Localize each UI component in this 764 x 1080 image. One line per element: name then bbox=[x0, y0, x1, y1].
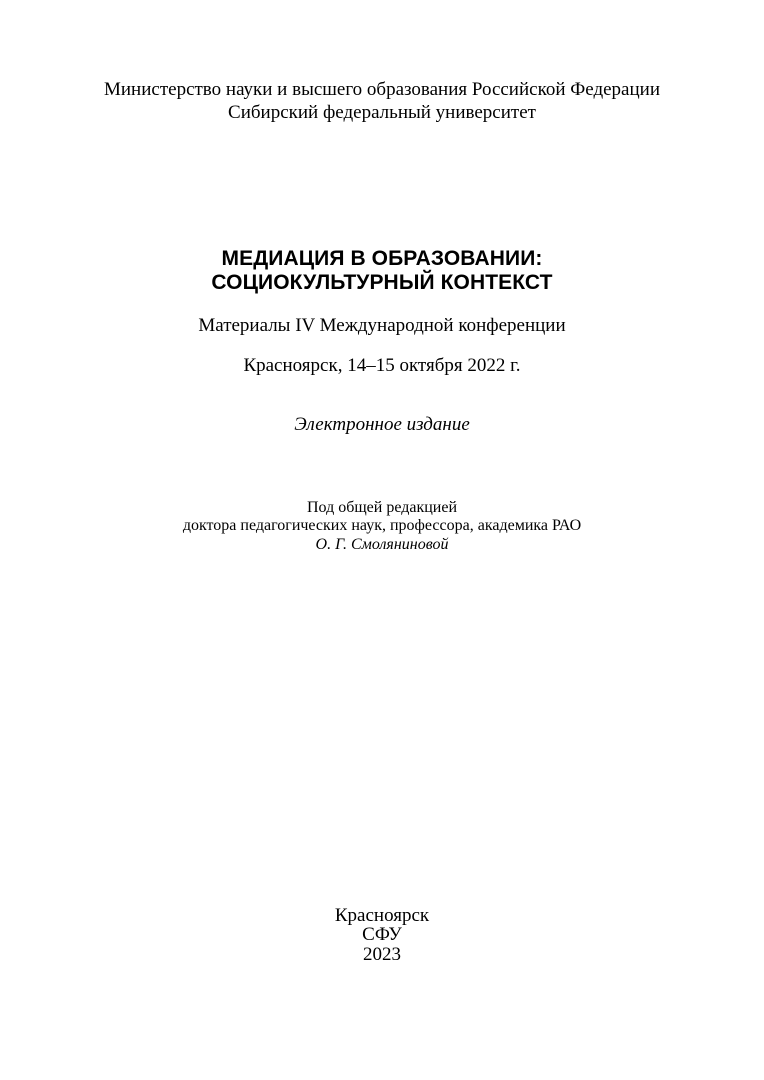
conference-materials: Материалы IV Международной конференции bbox=[198, 315, 566, 336]
conference-place-date: Красноярск, 14–15 октября 2022 г. bbox=[243, 355, 521, 376]
title-line-1: МЕДИАЦИЯ В ОБРАЗОВАНИИ: bbox=[221, 247, 543, 270]
editor-name: О. Г. Смоляниновой bbox=[315, 536, 449, 553]
university-name: Сибирский федеральный университет bbox=[228, 102, 536, 123]
editor-credentials: доктора педагогических наук, профессора, академика РАО bbox=[182, 517, 582, 534]
ministry-name: Министерство науки и высшего образования Российской Федерации bbox=[104, 79, 660, 100]
title-line-2: СОЦИОКУЛЬТУРНЫЙ КОНТЕКСТ bbox=[211, 271, 553, 294]
imprint-year: 2023 bbox=[363, 944, 401, 965]
edition-type: Электронное издание bbox=[294, 414, 470, 435]
editor-intro: Под общей редакцией bbox=[306, 499, 458, 516]
imprint-city: Красноярск bbox=[334, 905, 430, 926]
imprint-publisher: СФУ bbox=[362, 924, 402, 945]
